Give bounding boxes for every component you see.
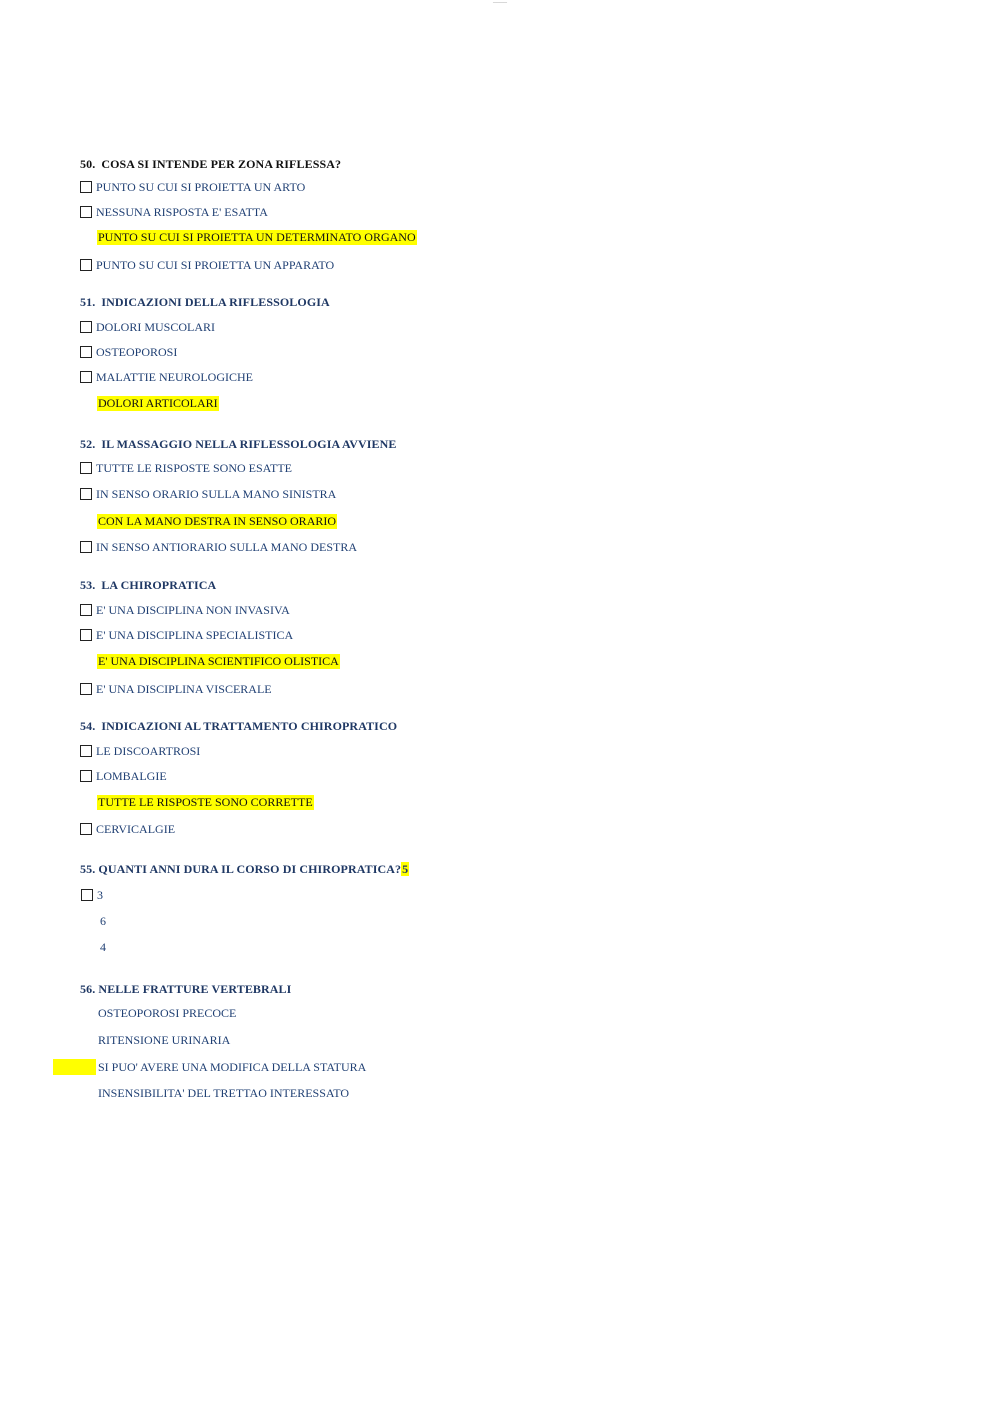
option-label-highlighted: DOLORI ARTICOLARI: [98, 395, 218, 410]
question-number: 55.: [80, 862, 96, 876]
option-label: 3: [97, 887, 103, 902]
checkbox[interactable]: [80, 745, 92, 757]
option-label: SI PUO' AVERE UNA MODIFICA DELLA STATURA: [98, 1059, 367, 1074]
option-51-d-correct[interactable]: [80, 394, 219, 412]
option-label: E' UNA DISCIPLINA NON INVASIVA: [96, 602, 290, 617]
question-number: 50.: [80, 157, 96, 171]
option-label: RITENSIONE URINARIA: [98, 1032, 231, 1047]
option-56-d[interactable]: [80, 1084, 350, 1102]
question-52-title: [80, 437, 397, 452]
option-label: PUNTO SU CUI SI PROIETTA UN APPARATO: [96, 257, 335, 272]
option-51-c[interactable]: [80, 368, 254, 386]
question-text: NELLE FRATTURE VERTEBRALI: [98, 982, 292, 996]
option-53-a[interactable]: [80, 601, 291, 619]
option-label: OSTEOPOROSI: [96, 344, 178, 359]
question-text: LA CHIROPRATICA: [101, 578, 217, 592]
question-53-title: [80, 578, 216, 593]
checkbox[interactable]: [80, 371, 92, 383]
option-label: INSENSIBILITA' DEL TRETTAO INTERESSATO: [98, 1085, 350, 1100]
question-56-title: [80, 982, 291, 997]
option-50-a[interactable]: [80, 178, 306, 196]
option-55-a[interactable]: [80, 886, 104, 904]
option-53-d[interactable]: [80, 680, 273, 698]
question-text: INDICAZIONI DELLA RIFLESSOLOGIA: [101, 295, 330, 309]
option-54-d[interactable]: [80, 820, 176, 838]
option-label: OSTEOPOROSI PRECOCE: [98, 1005, 237, 1020]
option-label: E' UNA DISCIPLINA SPECIALISTICA: [96, 627, 294, 642]
question-text: IL MASSAGGIO NELLA RIFLESSOLOGIA AVVIENE: [101, 437, 397, 451]
checkbox[interactable]: [80, 321, 92, 333]
option-label: CERVICALGIE: [96, 821, 176, 836]
option-label-highlighted: E' UNA DISCIPLINA SCIENTIFICO OLISTICA: [98, 653, 339, 668]
option-52-a[interactable]: [80, 459, 293, 477]
checkbox[interactable]: [80, 462, 92, 474]
option-label-highlighted: TUTTE LE RISPOSTE SONO CORRETTE: [98, 794, 313, 809]
option-label: MALATTIE NEUROLOGICHE: [96, 369, 253, 384]
option-56-c-correct[interactable]: [80, 1058, 367, 1076]
option-label-highlighted: PUNTO SU CUI SI PROIETTA UN DETERMINATO ORGANO: [98, 229, 416, 244]
option-50-b[interactable]: [80, 203, 269, 221]
question-55-title: [80, 862, 409, 877]
option-label: 4: [100, 939, 106, 954]
checkbox[interactable]: [80, 604, 92, 616]
option-label: IN SENSO ORARIO SULLA MANO SINISTRA: [96, 486, 337, 501]
header-mark: ____: [493, 0, 507, 4]
question-51-title: [80, 295, 330, 310]
checkbox[interactable]: [81, 889, 93, 901]
question-54-title: [80, 719, 397, 734]
option-51-a[interactable]: [80, 318, 216, 336]
option-label: DOLORI MUSCOLARI: [96, 319, 216, 334]
option-50-c-correct[interactable]: [80, 228, 417, 246]
question-number: 51.: [80, 295, 96, 309]
option-56-a[interactable]: [80, 1004, 237, 1022]
checkbox[interactable]: [80, 346, 92, 358]
option-52-b[interactable]: [80, 485, 337, 503]
option-53-c-correct[interactable]: [80, 652, 340, 670]
checkbox[interactable]: [80, 206, 92, 218]
question-50-title: [80, 157, 341, 172]
option-56-b[interactable]: [80, 1031, 231, 1049]
checkbox[interactable]: [80, 541, 92, 553]
option-label-highlighted: CON LA MANO DESTRA IN SENSO ORARIO: [98, 513, 337, 528]
checkbox[interactable]: [80, 629, 92, 641]
option-54-c-correct[interactable]: [80, 793, 314, 811]
checkbox[interactable]: [80, 683, 92, 695]
checkbox[interactable]: [80, 259, 92, 271]
question-number: 52.: [80, 437, 96, 451]
question-text: QUANTI ANNI DURA IL CORSO DI CHIROPRATICA?: [98, 862, 402, 876]
option-52-d[interactable]: [80, 538, 358, 556]
answer-highlight: 5: [402, 862, 409, 876]
option-label: 6: [100, 913, 106, 928]
option-label: TUTTE LE RISPOSTE SONO ESATTE: [96, 460, 292, 475]
checkbox[interactable]: [80, 488, 92, 500]
option-54-b[interactable]: [80, 767, 168, 785]
option-50-d[interactable]: [80, 256, 335, 274]
option-51-b[interactable]: [80, 343, 178, 361]
option-label: E' UNA DISCIPLINA VISCERALE: [96, 681, 272, 696]
option-label: LOMBALGIE: [96, 768, 167, 783]
option-label: LE DISCOARTROSI: [96, 743, 201, 758]
question-text: COSA SI INTENDE PER ZONA RIFLESSA?: [101, 157, 342, 171]
question-number: 53.: [80, 578, 96, 592]
option-label: NESSUNA RISPOSTA E' ESATTA: [96, 204, 268, 219]
question-number: 56.: [80, 982, 96, 996]
question-number: 54.: [80, 719, 96, 733]
option-label: PUNTO SU CUI SI PROIETTA UN ARTO: [96, 179, 306, 194]
checkbox[interactable]: [80, 181, 92, 193]
question-text: INDICAZIONI AL TRATTAMENTO CHIROPRATICO: [101, 719, 398, 733]
option-55-c[interactable]: [80, 938, 107, 956]
checkbox[interactable]: [80, 823, 92, 835]
option-52-c-correct[interactable]: [80, 512, 337, 530]
option-54-a[interactable]: [80, 742, 201, 760]
checkbox[interactable]: [80, 770, 92, 782]
option-53-b[interactable]: [80, 626, 294, 644]
option-55-b[interactable]: [80, 912, 107, 930]
option-label: IN SENSO ANTIORARIO SULLA MANO DESTRA: [96, 539, 358, 554]
